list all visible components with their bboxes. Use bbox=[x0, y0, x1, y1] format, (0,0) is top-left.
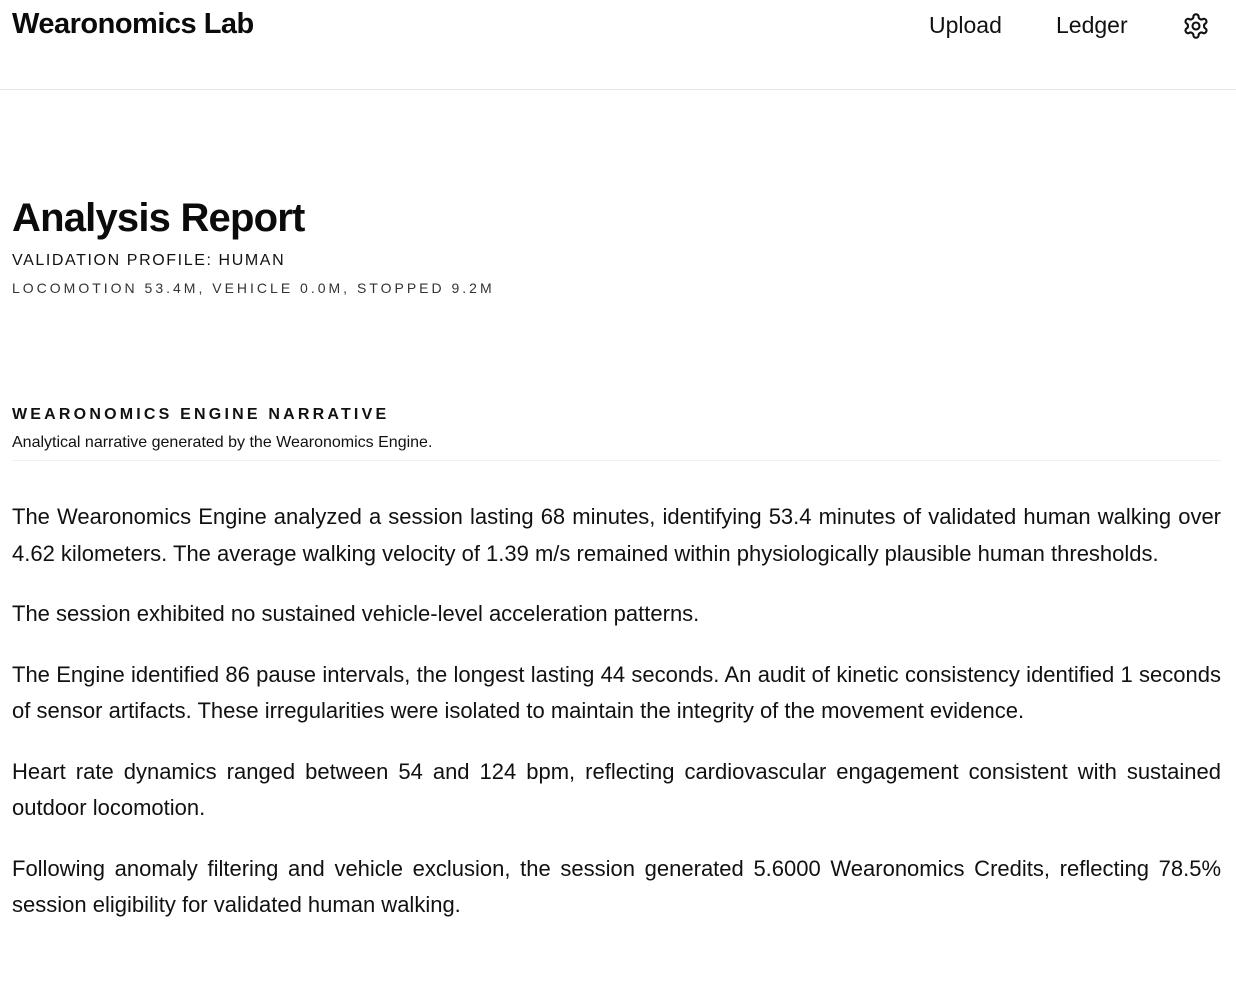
narrative-paragraph: Heart rate dynamics ranged between 54 and 124 bpm, reflecting cardiovascular engagement consistent with sustained outdoor locomotion. bbox=[12, 758, 1221, 820]
top-navigation-bar bbox=[0, 0, 1236, 90]
narrative-paragraph: The Engine identified 86 pause intervals, the longest lasting 44 seconds. An audit of kinetic consistency identified 1 seconds of sensor artifacts. These irregularities were isolated to maintain the integrity of the movement evidence. bbox=[12, 661, 1221, 723]
page-title: Analysis Report bbox=[12, 196, 305, 240]
narrative-paragraph: Following anomaly filtering and vehicle exclusion, the session generated 5.6000 Wearonomics Credits, reflecting 78.5% session eligibility for validated human walking. bbox=[12, 855, 1221, 917]
nav-ledger-link[interactable]: Ledger bbox=[1056, 12, 1128, 38]
narrative-paragraph: The Wearonomics Engine analyzed a session lasting 68 minutes, identifying 53.4 minutes of validated human walking over 4.62 kilometers. The average walking velocity of 1.39 m/s remained within physiologically plausible human thresholds. bbox=[12, 504, 1221, 566]
validation-profile: VALIDATION PROFILE: HUMAN bbox=[12, 252, 286, 269]
brand-title[interactable]: Wearonomics Lab bbox=[12, 8, 254, 40]
nav-upload-link[interactable]: Upload bbox=[929, 12, 1002, 38]
report-summary bbox=[12, 192, 1222, 296]
activity-breakdown: LOCOMOTION 53.4M, VEHICLE 0.0M, STOPPED 9.2M bbox=[12, 280, 495, 296]
gear-icon[interactable] bbox=[1182, 12, 1210, 40]
narrative-subtitle: Analytical narrative generated by the Wearonomics Engine. bbox=[12, 434, 1221, 461]
engine-narrative-section bbox=[12, 406, 1221, 948]
narrative-heading: WEARONOMICS ENGINE NARRATIVE bbox=[12, 406, 390, 423]
narrative-paragraph: The session exhibited no sustained vehicle-level acceleration patterns. bbox=[12, 601, 700, 626]
narrative-body bbox=[12, 499, 1221, 924]
